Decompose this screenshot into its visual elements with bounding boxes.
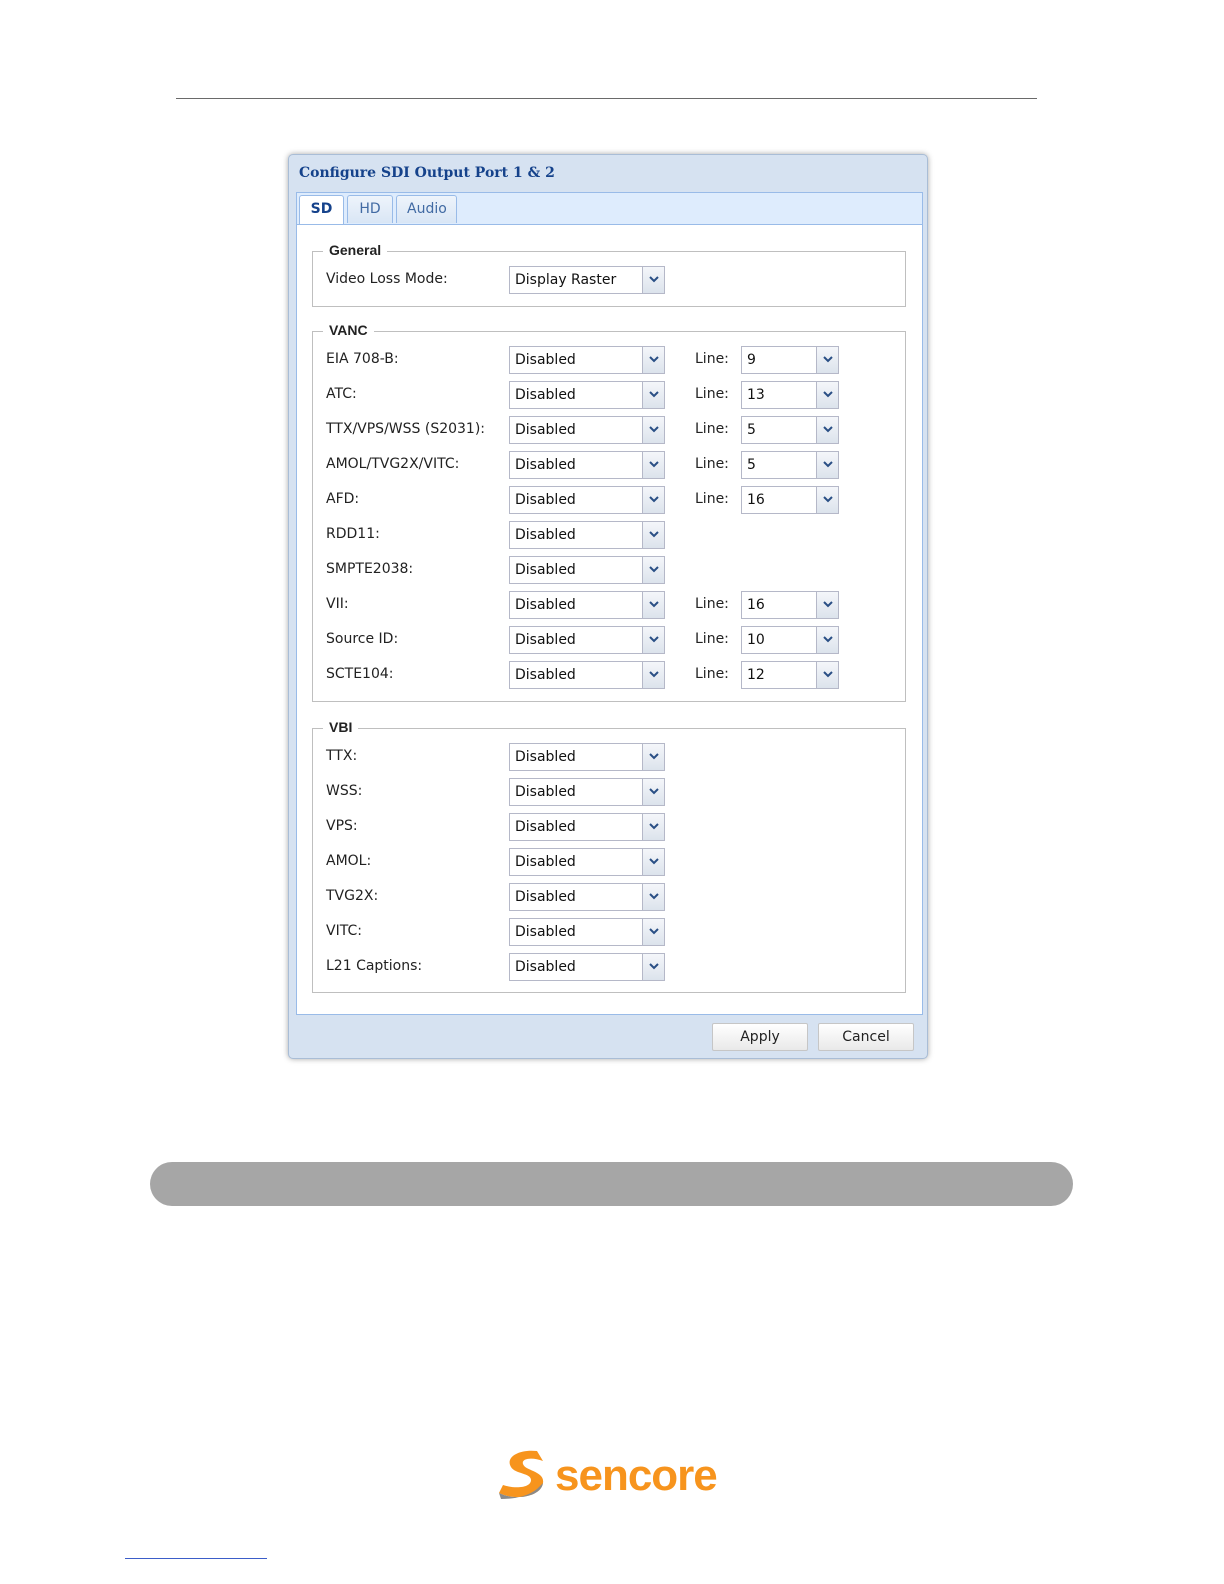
tvg2x-label: TVG2X:	[326, 888, 379, 904]
chevron-down-icon[interactable]	[816, 347, 838, 373]
top-rule	[176, 98, 1037, 99]
chevron-down-icon[interactable]	[816, 592, 838, 618]
chevron-down-icon[interactable]	[642, 954, 664, 980]
vitc-value: Disabled	[515, 924, 576, 940]
vanc-row-vii	[313, 591, 905, 621]
amol-tvg2x-vitc-value: Disabled	[515, 457, 576, 473]
chevron-down-icon[interactable]	[642, 382, 664, 408]
smpte2038-select[interactable]	[509, 556, 665, 584]
logo-wordmark: sencore	[555, 1451, 717, 1500]
ttx-select[interactable]	[509, 743, 665, 771]
atc-select[interactable]	[509, 381, 665, 409]
chevron-down-icon[interactable]	[642, 487, 664, 513]
scte104-value: Disabled	[515, 667, 576, 683]
general-fieldset	[312, 242, 906, 307]
afd-value: Disabled	[515, 492, 576, 508]
tab-sd[interactable]: SD	[299, 195, 344, 224]
chevron-down-icon[interactable]	[642, 744, 664, 770]
rdd11-select[interactable]	[509, 521, 665, 549]
apply-button[interactable]: Apply	[712, 1023, 808, 1051]
vii-select[interactable]	[509, 591, 665, 619]
ttx-vps-wss-line-label: Line:	[695, 421, 729, 437]
chevron-down-icon[interactable]	[642, 779, 664, 805]
amol-tvg2x-vitc-line-label: Line:	[695, 456, 729, 472]
ttx-vps-wss-select[interactable]	[509, 416, 665, 444]
eia708b-label: EIA 708-B:	[326, 351, 399, 367]
amol-label: AMOL:	[326, 853, 372, 869]
vbi-fieldset	[312, 719, 906, 993]
eia708b-line-value: 9	[747, 352, 756, 368]
chevron-down-icon[interactable]	[642, 814, 664, 840]
video-loss-mode-select[interactable]	[509, 266, 665, 294]
l21-captions-select[interactable]	[509, 953, 665, 981]
vitc-label: VITC:	[326, 923, 362, 939]
eia708b-value: Disabled	[515, 352, 576, 368]
vbi-row-vitc	[313, 918, 905, 948]
chevron-down-icon[interactable]	[642, 884, 664, 910]
vanc-row-smpte2038	[313, 556, 905, 586]
cancel-button[interactable]: Cancel	[818, 1023, 914, 1051]
chevron-down-icon[interactable]	[642, 557, 664, 583]
tvg2x-select[interactable]	[509, 883, 665, 911]
tab-panel-sd	[296, 224, 923, 1015]
vps-select[interactable]	[509, 813, 665, 841]
chevron-down-icon[interactable]	[816, 487, 838, 513]
afd-select[interactable]	[509, 486, 665, 514]
vps-label: VPS:	[326, 818, 358, 834]
amol-tvg2x-vitc-label: AMOL/TVG2X/VITC:	[326, 456, 460, 472]
wss-select[interactable]	[509, 778, 665, 806]
wss-label: WSS:	[326, 783, 363, 799]
vii-line-value: 16	[747, 597, 765, 613]
configure-sdi-dialog	[288, 154, 928, 1059]
amol-value: Disabled	[515, 854, 576, 870]
atc-label: ATC:	[326, 386, 357, 402]
chevron-down-icon[interactable]	[642, 627, 664, 653]
scte104-line-label: Line:	[695, 666, 729, 682]
eia708b-line-select[interactable]	[741, 346, 839, 374]
scte104-label: SCTE104:	[326, 666, 394, 682]
vbi-row-ttx	[313, 743, 905, 773]
vbi-legend: VBI	[323, 719, 358, 735]
amol-tvg2x-vitc-line-value: 5	[747, 457, 756, 473]
smpte2038-label: SMPTE2038:	[326, 561, 414, 577]
chevron-down-icon[interactable]	[642, 452, 664, 478]
chevron-down-icon[interactable]	[642, 267, 664, 293]
tab-audio[interactable]: Audio	[396, 195, 457, 223]
vanc-row-ttx-vps-wss	[313, 416, 905, 446]
eia708b-line-label: Line:	[695, 351, 729, 367]
chevron-down-icon[interactable]	[642, 417, 664, 443]
atc-line-value: 13	[747, 387, 765, 403]
chevron-down-icon[interactable]	[642, 347, 664, 373]
video-loss-mode-label: Video Loss Mode:	[326, 271, 448, 287]
vbi-row-vps	[313, 813, 905, 843]
chevron-down-icon[interactable]	[642, 522, 664, 548]
atc-line-select[interactable]	[741, 381, 839, 409]
vanc-row-rdd11	[313, 521, 905, 551]
vii-line-label: Line:	[695, 596, 729, 612]
scte104-line-value: 12	[747, 667, 765, 683]
chevron-down-icon[interactable]	[642, 592, 664, 618]
vanc-row-amol-tvg2x-vitc	[313, 451, 905, 481]
afd-line-label: Line:	[695, 491, 729, 507]
source-id-line-label: Line:	[695, 631, 729, 647]
chevron-down-icon[interactable]	[816, 662, 838, 688]
atc-value: Disabled	[515, 387, 576, 403]
footer-link-underline[interactable]	[125, 1558, 267, 1559]
vbi-row-l21-captions	[313, 953, 905, 983]
sencore-logo	[497, 1447, 717, 1505]
vanc-row-source-id	[313, 626, 905, 656]
sencore-mark-icon	[497, 1447, 557, 1505]
vanc-legend: VANC	[323, 322, 374, 338]
wss-value: Disabled	[515, 784, 576, 800]
amol-tvg2x-vitc-line-select[interactable]	[741, 451, 839, 479]
chevron-down-icon[interactable]	[642, 662, 664, 688]
vitc-select[interactable]	[509, 918, 665, 946]
rdd11-label: RDD11:	[326, 526, 380, 542]
source-id-line-select[interactable]	[741, 626, 839, 654]
scte104-line-select[interactable]	[741, 661, 839, 689]
ttx-vps-wss-line-value: 5	[747, 422, 756, 438]
video-loss-mode-value: Display Raster	[515, 272, 617, 288]
ttx-label: TTX:	[326, 748, 358, 764]
vanc-row-afd	[313, 486, 905, 516]
source-id-select[interactable]	[509, 626, 665, 654]
vanc-row-atc	[313, 381, 905, 411]
afd-line-value: 16	[747, 492, 765, 508]
vps-value: Disabled	[515, 819, 576, 835]
ttx-value: Disabled	[515, 749, 576, 765]
afd-line-select[interactable]	[741, 486, 839, 514]
ttx-vps-wss-label: TTX/VPS/WSS (S2031):	[326, 421, 486, 437]
dialog-title: Configure SDI Output Port 1 & 2	[299, 165, 555, 181]
amol-select[interactable]	[509, 848, 665, 876]
tab-bar	[296, 192, 923, 225]
tab-hd[interactable]: HD	[347, 195, 393, 223]
vanc-row-scte104	[313, 661, 905, 691]
rdd11-value: Disabled	[515, 527, 576, 543]
video-loss-mode-row	[313, 266, 905, 296]
afd-label: AFD:	[326, 491, 360, 507]
l21-captions-label: L21 Captions:	[326, 958, 423, 974]
chevron-down-icon[interactable]	[816, 452, 838, 478]
chevron-down-icon[interactable]	[642, 919, 664, 945]
section-divider-bar	[150, 1162, 1073, 1206]
source-id-value: Disabled	[515, 632, 576, 648]
chevron-down-icon[interactable]	[642, 849, 664, 875]
chevron-down-icon[interactable]	[816, 382, 838, 408]
vanc-fieldset	[312, 322, 906, 702]
general-legend: General	[323, 242, 387, 258]
tvg2x-value: Disabled	[515, 889, 576, 905]
vii-label: VII:	[326, 596, 349, 612]
vbi-row-tvg2x	[313, 883, 905, 913]
source-id-line-value: 10	[747, 632, 765, 648]
chevron-down-icon[interactable]	[816, 417, 838, 443]
ttx-vps-wss-line-select[interactable]	[741, 416, 839, 444]
amol-tvg2x-vitc-select[interactable]	[509, 451, 665, 479]
eia708b-select[interactable]	[509, 346, 665, 374]
vii-value: Disabled	[515, 597, 576, 613]
vii-line-select[interactable]	[741, 591, 839, 619]
vbi-row-wss	[313, 778, 905, 808]
source-id-label: Source ID:	[326, 631, 399, 647]
scte104-select[interactable]	[509, 661, 665, 689]
smpte2038-value: Disabled	[515, 562, 576, 578]
l21-captions-value: Disabled	[515, 959, 576, 975]
chevron-down-icon[interactable]	[816, 627, 838, 653]
ttx-vps-wss-value: Disabled	[515, 422, 576, 438]
atc-line-label: Line:	[695, 386, 729, 402]
vanc-row-eia708b	[313, 346, 905, 376]
vbi-row-amol	[313, 848, 905, 878]
